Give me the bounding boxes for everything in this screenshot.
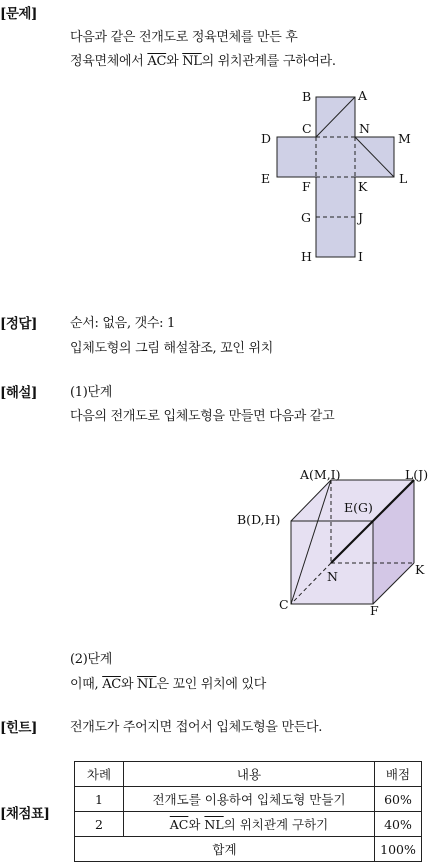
table-header-row <box>75 762 422 787</box>
net-label-a: A <box>358 88 368 103</box>
net-label-k: K <box>358 179 368 194</box>
net-label-h: H <box>301 249 312 264</box>
segment-nl: $\overline{NL}$ <box>137 677 157 692</box>
net-label-n: N <box>359 121 370 136</box>
cube-label-n: N <box>327 569 338 584</box>
problem-line2: 정육면체에서 $\overline{AC}$와 $\overline{NL}$의 위치관계를 구하여라. <box>70 54 336 69</box>
cube-label-a: A(M,I) <box>300 467 341 482</box>
segment-ac: $\overline{AC}$ <box>102 677 121 692</box>
step2-title: (2)단계 <box>70 652 113 667</box>
cube-label-k: K <box>415 562 425 577</box>
answer-line1: 순서: 없음, 갯수: 1 <box>70 316 176 331</box>
problem-label: [문제] <box>0 6 37 22</box>
cube-label-b: B(D,H) <box>237 512 281 527</box>
header-no: 차례 <box>75 762 124 787</box>
cube-label-l: L(J) <box>405 467 429 482</box>
net-label-f: F <box>302 179 311 194</box>
cube-label-e: E(G) <box>344 500 373 515</box>
net-label-g: G <box>301 210 311 225</box>
table-row: 2 $\overline{AC}$와 $\overline{NL}$의 위치관계 구하기 40% <box>75 812 422 837</box>
step1-title: (1)단계 <box>70 385 113 400</box>
header-score: 배점 <box>375 762 422 787</box>
segment-ac: $\overline{AC}$ <box>147 54 167 69</box>
explanation-label: [해설] <box>0 385 37 401</box>
hint-label: [힌트] <box>0 720 37 736</box>
segment-nl: $\overline{NL}$ <box>182 54 202 69</box>
step1-text: 다음의 전개도로 입체도형을 만들면 다음과 같고 <box>70 409 335 424</box>
net-label-b: B <box>302 89 312 104</box>
net-label-j: J <box>358 210 364 225</box>
answer-label: [정답] <box>0 316 37 332</box>
cube-label-c: C <box>279 597 289 612</box>
scoring-table <box>74 761 422 862</box>
cube-label-f: F <box>370 603 379 618</box>
net-label-i: I <box>358 249 363 264</box>
net-label-m: M <box>398 131 411 146</box>
table-row: 1 전개도를 이용하여 입체도형 만들기 60% <box>75 787 422 812</box>
scoring-label: [채점표] <box>0 806 50 822</box>
header-content: 내용 <box>124 762 375 787</box>
net-label-e: E <box>261 171 271 186</box>
problem-line1: 다음과 같은 전개도로 정육면체를 만든 후 <box>70 30 298 45</box>
hint-text: 전개도가 주어지면 접어서 입체도형을 만든다. <box>70 720 323 735</box>
net-label-c: C <box>302 121 312 136</box>
step2-text: 이때, $\overline{AC}$와 $\overline{NL}$은 꼬인 위치에 있다 <box>70 677 267 692</box>
table-total-row: 합계 100% <box>75 837 422 862</box>
net-label-d: D <box>261 131 272 146</box>
net-label-l: L <box>399 171 408 186</box>
answer-line2: 입체도형의 그림 해설참조, 꼬인 위치 <box>70 341 274 356</box>
cube-3d-diagram <box>237 467 428 618</box>
